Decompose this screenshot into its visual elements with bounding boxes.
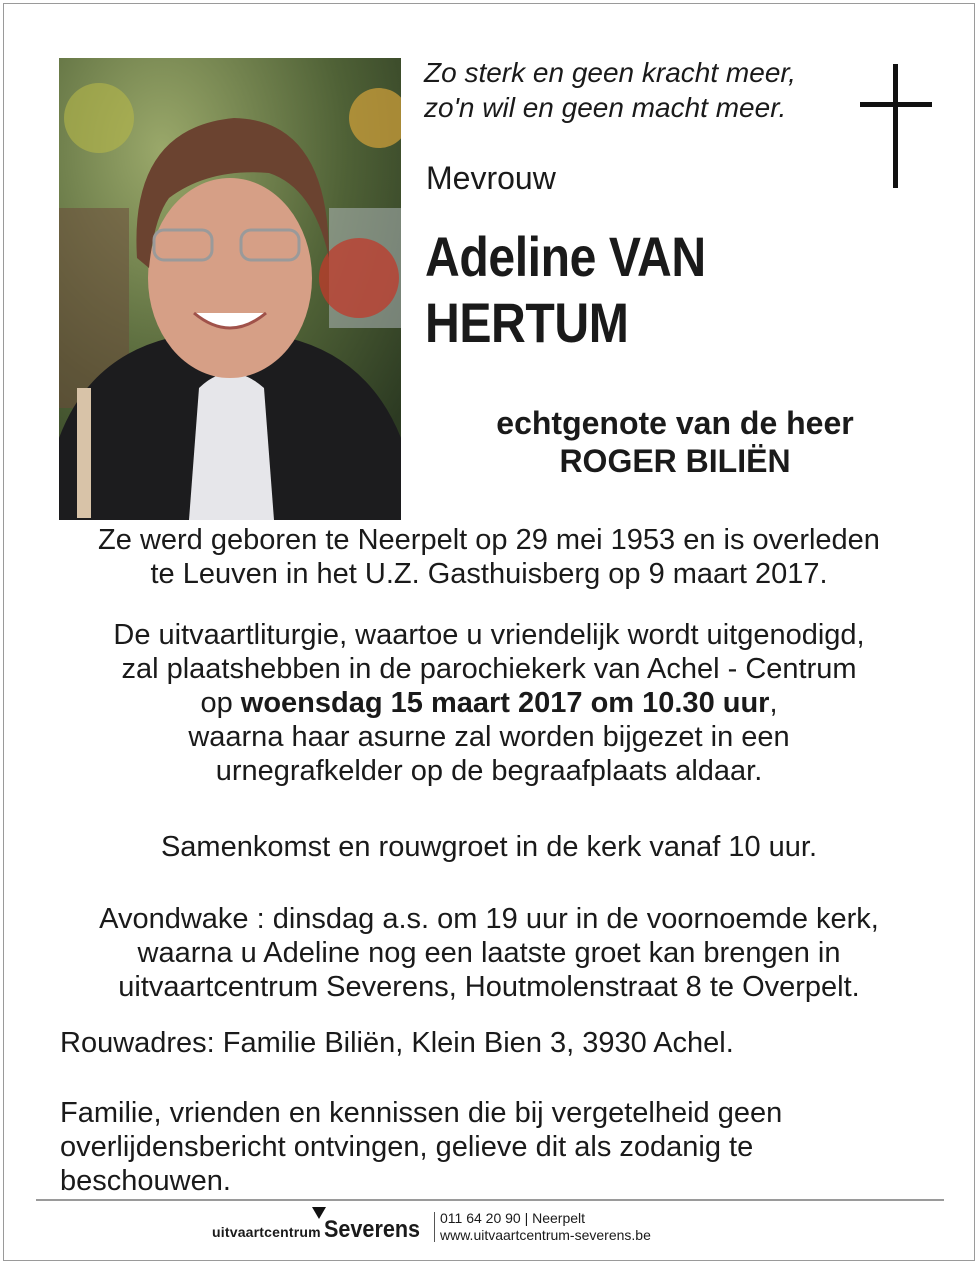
phone-text: 011 64 20 90 | Neerpelt (440, 1210, 586, 1226)
funeral-text (36, 618, 942, 788)
gathering-text: Samenkomst en rouwgroet in de kerk vanaf 10 uur. (160, 831, 818, 863)
notice-text (60, 1096, 940, 1198)
spouse-info (420, 404, 930, 480)
text-line (36, 686, 942, 720)
text-fragment: op (200, 687, 241, 719)
name-line: HERTUM (425, 291, 629, 354)
deceased-name (425, 224, 769, 356)
brand-prefix: uitvaartcentrum (212, 1224, 321, 1240)
text-line: Avondwake : dinsdag a.s. om 19 uur in de voornoemde kerk, (99, 903, 879, 935)
vigil-text (36, 902, 942, 1004)
poem (424, 55, 796, 125)
footer-divider (36, 1199, 944, 1201)
text-line: te Leuven in het U.Z. Gasthuisberg op 9 maart 2017. (150, 558, 828, 590)
poem-line: zo'n wil en geen macht meer. (424, 92, 787, 123)
text-line: Ze werd geboren te Neerpelt op 29 mei 1953 en is overleden (98, 524, 880, 556)
spouse-name: ROGER BILIËN (559, 443, 791, 479)
text-line: urnegrafkelder op de begraafplaats aldaar. (215, 755, 763, 787)
text-line: uitvaartcentrum Severens, Houtmolenstraat 8 te Overpelt. (118, 971, 860, 1003)
cross-icon (860, 64, 932, 188)
contact-info (440, 1210, 651, 1244)
text-line: Familie, vrienden en kennissen die bij vergetelheid geen (60, 1097, 783, 1129)
text-line: waarna haar asurne zal worden bijgezet in een (188, 721, 790, 753)
honorific: Mevrouw (426, 160, 556, 196)
text-line: De uitvaartliturgie, waartoe u vriendelijk wordt uitgenodigd, (113, 619, 865, 651)
name-line: Adeline VAN (425, 225, 706, 288)
funeral-datetime: woensdag 15 maart 2017 om 10.30 uur (240, 687, 770, 719)
mourning-address: Rouwadres: Familie Biliën, Klein Bien 3, 3930 Achel. (60, 1027, 734, 1059)
website-link[interactable]: www.uitvaartcentrum-severens.be (440, 1227, 651, 1243)
portrait-photo (59, 58, 401, 520)
text-line: beschouwen. (60, 1165, 231, 1197)
text-line: waarna u Adeline nog een laatste groet kan brengen in (137, 937, 841, 969)
poem-line: Zo sterk en geen kracht meer, (424, 57, 796, 88)
birth-death-text (36, 523, 942, 591)
spouse-relation: echtgenote van de heer (496, 405, 854, 441)
text-fragment: , (769, 687, 778, 719)
text-line: overlijdensbericht ontvingen, gelieve dit als zodanig te (60, 1131, 754, 1163)
brand-name: Severens (324, 1216, 421, 1243)
text-line: zal plaatshebben in de parochiekerk van Achel - Centrum (121, 653, 857, 685)
brand-separator (434, 1212, 435, 1242)
